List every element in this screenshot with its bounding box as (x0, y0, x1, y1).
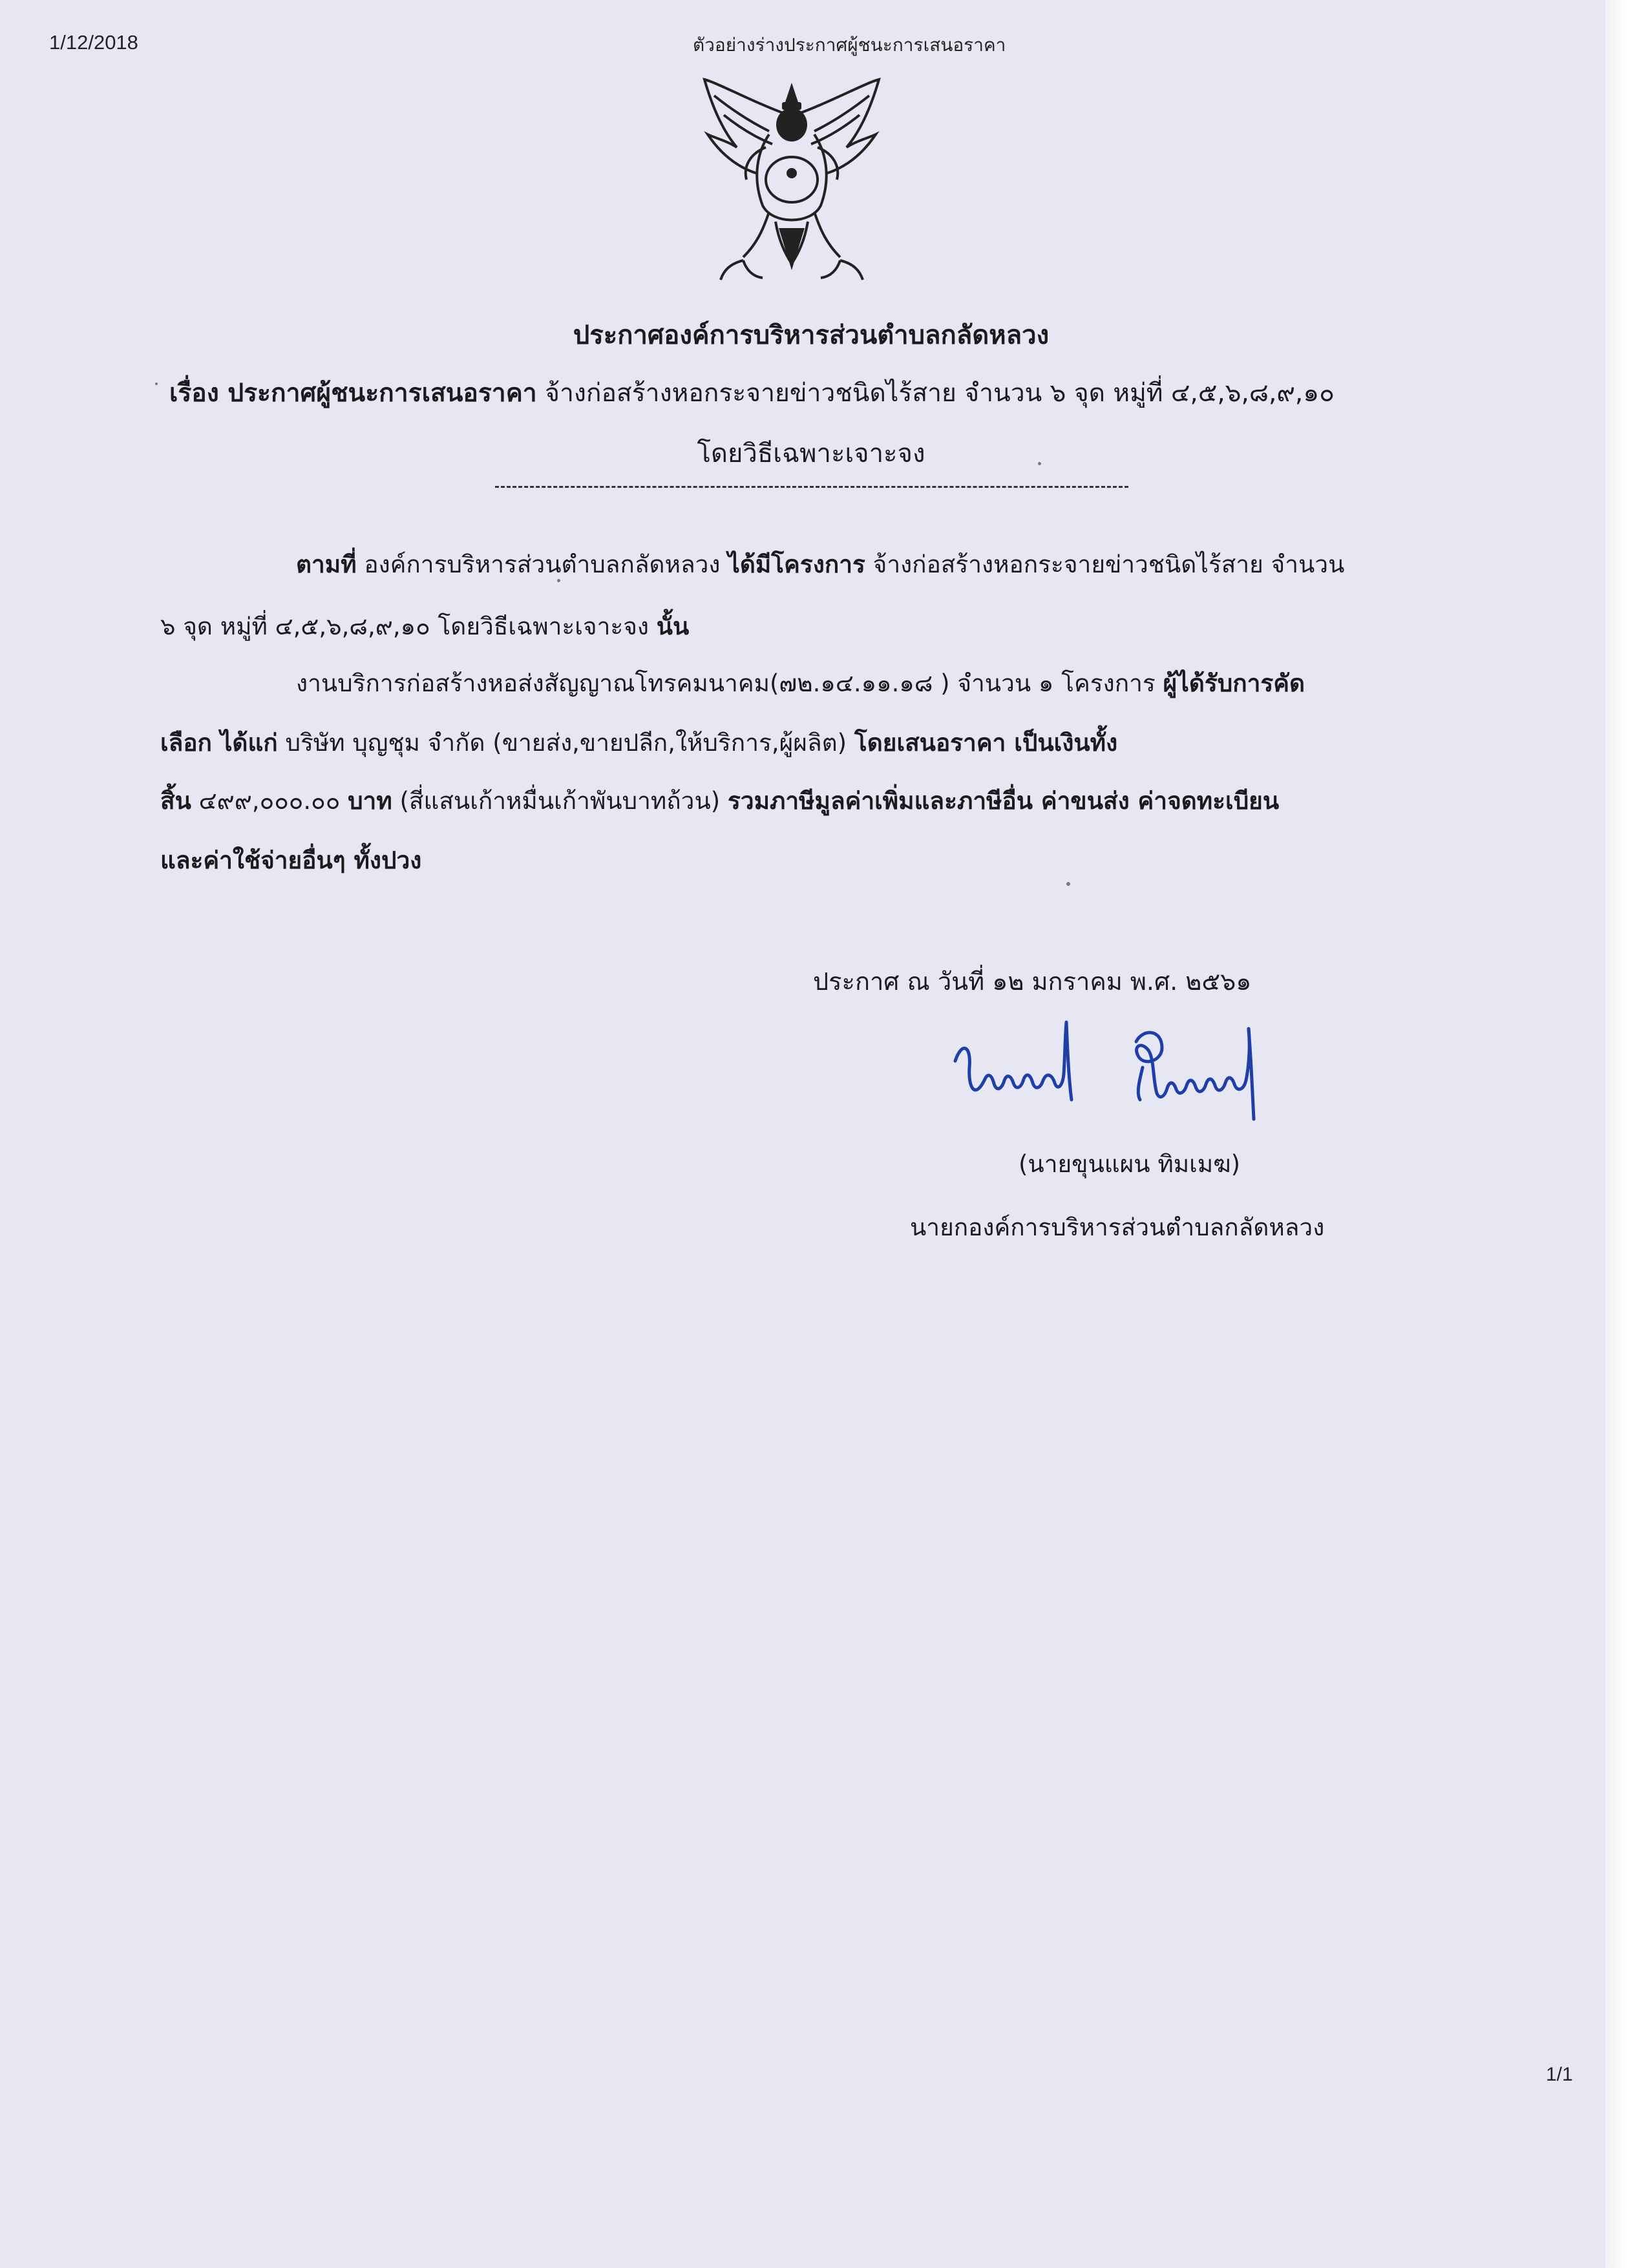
announcement-heading: ประกาศองค์การบริหารส่วนตำบลกลัดหลวง (573, 320, 1050, 350)
announcement-date: ประกาศ ณ วันที่ ๑๒ มกราคม พ.ศ. ๒๕๖๑ (813, 967, 1252, 996)
p1-l2-a: ๖ จุด หมู่ที่ ๔,๕,๖,๘,๙,๑๐ โดยวิธีเฉพาะเจาะจง (160, 613, 657, 640)
separator-line (495, 486, 1128, 488)
page-number: 1/1 (1546, 2064, 1573, 2085)
p2-l1-a: งานบริการก่อสร้างหอส่งสัญญาณโทรคมนาคม(๗๒.๑๔.๑๑.๑๘ ) จำนวน ๑ โครงการ (296, 669, 1163, 697)
print-title: ตัวอย่างร่างประกาศผู้ชนะการเสนอราคา (693, 34, 1006, 56)
scan-speck (155, 383, 158, 385)
scan-speck (557, 579, 560, 582)
subject-label: เรื่อง ประกาศผู้ชนะการเสนอราคา (169, 379, 537, 408)
garuda-emblem-icon (692, 76, 892, 289)
p2-l3-b: ๔๙๙,๐๐๐.๐๐ (191, 787, 348, 815)
paragraph2-line3 (160, 787, 1279, 815)
p1-l2-b: นั้น (656, 613, 690, 640)
signer-name: (นายขุนแผน ทิมเมฆ) (1019, 1150, 1241, 1178)
p1-l1-b: องค์การบริหารส่วนตำบลกลัดหลวง (356, 551, 728, 578)
p2-l2-c: โดยเสนอราคา เป็นเงินทั้ง (854, 729, 1118, 757)
paragraph2-line4: และค่าใช้จ่ายอื่นๆ ทั้งปวง (160, 846, 422, 874)
signer-position: นายกองค์การบริหารส่วนตำบลกลัดหลวง (910, 1213, 1325, 1241)
p1-l1-a: ตามที่ (296, 551, 357, 578)
procurement-method: โดยวิธีเฉพาะเจาะจง (697, 439, 925, 468)
p2-l3-d: (สี่แสนเก้าหมื่นเก้าพันบาทถ้วน) (392, 787, 728, 815)
p2-l2-a: เลือก ได้แก่ (160, 729, 278, 757)
p1-l1-d: จ้างก่อสร้างหอกระจายข่าวชนิดไร้สาย จำนวน (865, 551, 1345, 578)
p2-l3-a: สิ้น (160, 787, 191, 815)
handwritten-signature (949, 1016, 1343, 1132)
print-date: 1/12/2018 (49, 31, 138, 54)
p2-l1-b: ผู้ได้รับการคัด (1163, 669, 1305, 697)
paragraph2-line2 (160, 729, 1117, 757)
scan-speck (1066, 882, 1070, 886)
p1-l1-c: ได้มีโครงการ (728, 551, 865, 578)
subject-text: จ้างก่อสร้างหอกระจายข่าวชนิดไร้สาย จำนวน ๖ จุด หมู่ที่ ๔,๕,๖,๘,๙,๑๐ (545, 379, 1335, 408)
scan-speck (1038, 462, 1041, 465)
paragraph1-line1 (296, 551, 1344, 579)
p2-l2-b: บริษัท บุญชุม จำกัด (ขายส่ง,ขายปลีก,ให้บริการ,ผู้ผลิต) (277, 729, 854, 757)
paragraph2-line1 (296, 669, 1305, 698)
paragraph1-line2 (160, 613, 689, 641)
p2-l3-c: บาท (348, 787, 392, 815)
p2-l3-e: รวมภาษีมูลค่าเพิ่มและภาษีอื่น ค่าขนส่ง ค่าจดทะเบียน (727, 787, 1280, 815)
subject-line (169, 373, 1335, 413)
